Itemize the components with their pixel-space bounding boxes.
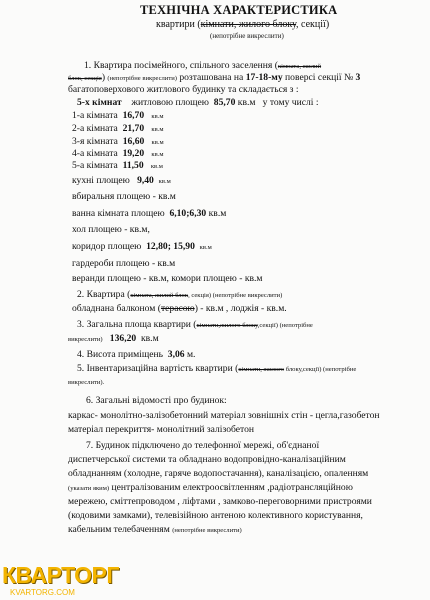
subtitle-note: (непотрібне викреслити)	[210, 32, 284, 40]
p5-line1: 5. Інвентаризаційна вартість квартири (кімнати, жилого блоку,секції) (непотрібне	[77, 363, 357, 374]
p7-line6: (кодовими замками), телевізійною антеною колективного користування,	[68, 510, 363, 521]
p7-line3: обладнанням (холодне, гаряче водопостачання), каналізацією, опаленням	[68, 468, 369, 479]
kvartorg-watermark	[0, 560, 119, 600]
kvartorg-logo: КВАРТОРГ	[2, 562, 119, 588]
room-row: 1-а кімната 16,70 кв.м	[72, 110, 164, 121]
room-row: 3-я кімната 16,60 кв.м	[72, 136, 164, 147]
kitchen-row: кухні площею 9,40 кв.м	[72, 175, 171, 186]
p6-line3: матеріал перекриття- монолітний залізобетон	[68, 424, 255, 435]
corridor-row: коридор площею 12,80; 15,90 кв.м	[72, 241, 212, 252]
room-row: 4-а кімната 19,20 кв.м	[72, 148, 164, 159]
hall-row: хол площею - кв.м,	[72, 224, 150, 235]
toilet-row: вбиральня площею - кв.м	[72, 191, 176, 202]
p3-line2: викреслити) 136,20 кв.м	[68, 333, 159, 344]
p7-line4: (указати яким) централізованим електроосвітленням ,радіотрансляційною	[68, 482, 353, 493]
document-title: ТЕХНІЧНА ХАРАКТЕРИСТИКА	[140, 3, 338, 17]
veranda-row: веранди площею - кв.м, комори площею - кв.м	[72, 273, 263, 284]
p7-line7: кабельним телебаченням (непотрібне викреслити)	[68, 524, 242, 535]
p7-line2: диспетчерської системи та обладнано водопровідно-каналізаційним	[68, 454, 346, 465]
rooms-summary: 5-х кімнат житловою площею 85,70 кв.м у тому числі :	[77, 97, 319, 108]
bath-row: ванна кімната площею 6,10;6,30 кв.м	[72, 208, 227, 219]
p1-line3: багатоповерхового житлового будинку та складається з :	[68, 84, 299, 95]
p7-line1: 7. Будинок підключено до телефонної мережі, об'єднаної	[86, 440, 320, 451]
kvartorg-url: KVARTORG.COM	[10, 588, 75, 597]
p6-heading: 6. Загальні відомості про будинок:	[86, 395, 227, 406]
p6-line2: каркас- монолітно-залізобетонний матеріал зовнішніх стін - цегла,газобетон	[68, 410, 380, 421]
p1-line1: 1. Квартира посімейного, спільного заселення (кімната, жилий	[84, 60, 322, 71]
p5-line2: викреслити).	[68, 379, 105, 386]
room-row: 2-а кімната 21,70 кв.м	[72, 123, 164, 134]
p2-line2: обладнана балконом (терасою) - кв.м , лоджія - кв.м.	[72, 303, 287, 314]
p1-line2: блок, секція) (непотрібне викреслити) розташована на 17-18-му поверсі секції № 3	[68, 72, 361, 83]
p4-line: 4. Висота приміщень 3,06 м.	[77, 349, 196, 360]
p7-line5: мережею, сміттепроводом , ліфтами , замково-переговорними пристроями	[68, 496, 372, 507]
p2-line1: 2. Квартира (кімната, жилий блок, секція) (непотрібне викреслити)	[77, 289, 283, 300]
document-subtitle: квартири (кімнати, жилого блоку, секції)	[156, 19, 330, 30]
room-row: 5-а кімната 11,50 кв.м	[72, 160, 163, 171]
wardrobe-row: гардероби площею - кв.м	[72, 258, 176, 269]
p3-line1: 3. Загальна площа квартири (кімнати,жилого блоку,секції) (непотрібне	[77, 319, 313, 330]
